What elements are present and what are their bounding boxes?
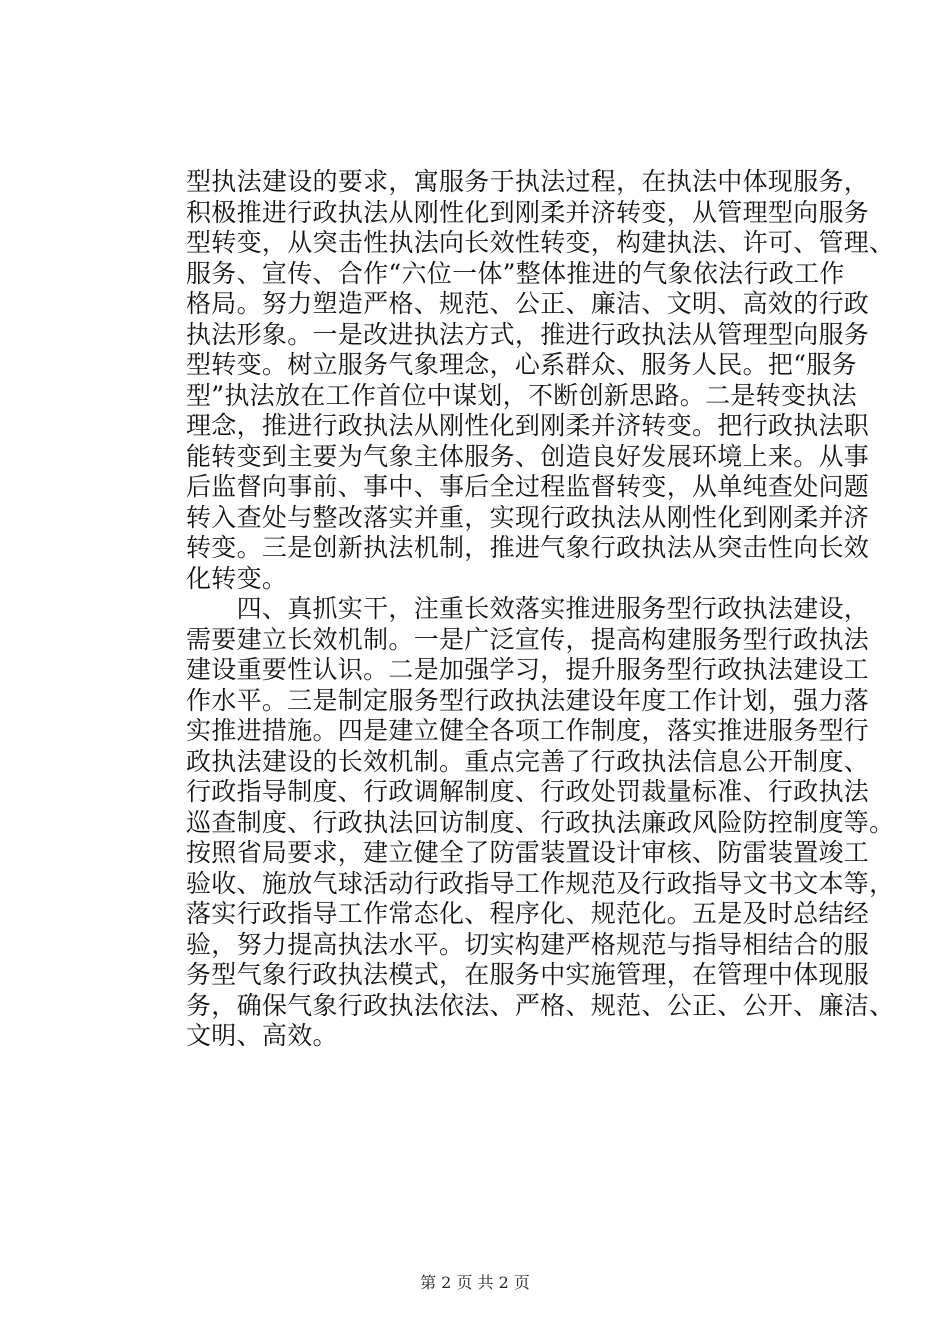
text-line: 政执法建设的长效机制。重点完善了行政执法信息公开制度、 <box>186 746 870 776</box>
text-line: 建设重要性认识。二是加强学习，提升服务型行政执法建设工 <box>186 655 870 684</box>
text-line: 四、真抓实干，注重长效落实推进服务型行政执法建设， <box>186 594 870 623</box>
text-line: 理念，推进行政执法从刚性化到刚柔并济转变。把行政执法职 <box>186 411 870 440</box>
text-line: 落实行政指导工作常态化、程序化、规范化。五是及时总结经 <box>186 899 870 928</box>
text-line: 需要建立长效机制。一是广泛宣传，提高构建服务型行政执法 <box>186 624 870 654</box>
page-footer: 第 2 页 共 2 页 <box>420 1273 530 1292</box>
text-line: 务型气象行政执法模式，在服务中实施管理，在管理中体现服 <box>186 960 870 989</box>
text-line: 转变。三是创新执法机制，推进气象行政执法从突击性向长效 <box>186 533 870 562</box>
text-line: 格局。努力塑造严格、规范、公正、廉洁、文明、高效的行政 <box>186 289 870 318</box>
text-line: 能转变到主要为气象主体服务、创造良好发展环境上来。从事 <box>186 441 870 471</box>
text-line: 化转变。 <box>186 563 288 593</box>
text-line: 实推进措施。四是建立健全各项工作制度，落实推进服务型行 <box>186 716 870 745</box>
text-line: 务，确保气象行政执法依法、严格、规范、公正、公开、廉洁、 <box>186 990 895 1020</box>
text-line: 巡查制度、行政执法回访制度、行政执法廉政风险防控制度等。 <box>186 807 895 837</box>
text-line: 行政指导制度、行政调解制度、行政处罚裁量标准、行政执法 <box>186 777 870 806</box>
text-line: 服务、宣传、合作“六位一体”整体推进的气象依法行政工作 <box>186 258 845 288</box>
text-line: 执法形象。一是改进执法方式，推进行政执法从管理型向服务 <box>186 319 870 349</box>
text-line: 型转变。树立服务气象理念，心系群众、服务人民。把“服务 <box>186 350 857 379</box>
text-line: 按照省局要求，建立健全了防雷装置设计审核、防雷装置竣工 <box>186 838 870 867</box>
body-text <box>186 167 895 1052</box>
text-line: 转入查处与整改落实并重，实现行政执法从刚性化到刚柔并济 <box>186 502 870 532</box>
text-line: 作水平。三是制定服务型行政执法建设年度工作计划，强力落 <box>186 685 870 715</box>
text-line: 文明、高效。 <box>186 1021 338 1050</box>
text-line: 型”执法放在工作首位中谋划，不断创新思路。二是转变执法 <box>186 380 857 410</box>
text-line: 后监督向事前、事中、事后全过程监督转变，从单纯查处问题 <box>186 472 870 501</box>
text-line: 型执法建设的要求，寓服务于执法过程，在执法中体现服务， <box>186 167 870 196</box>
text-line: 型转变，从突击性执法向长效性转变，构建执法、许可、管理、 <box>186 228 895 257</box>
text-line: 验，努力提高执法水平。切实构建严格规范与指导相结合的服 <box>186 929 870 959</box>
text-line: 积极推进行政执法从刚性化到刚柔并济转变，从管理型向服务 <box>186 197 870 227</box>
text-line: 验收、施放气球活动行政指导工作规范及行政指导文书文本等， <box>186 868 895 898</box>
